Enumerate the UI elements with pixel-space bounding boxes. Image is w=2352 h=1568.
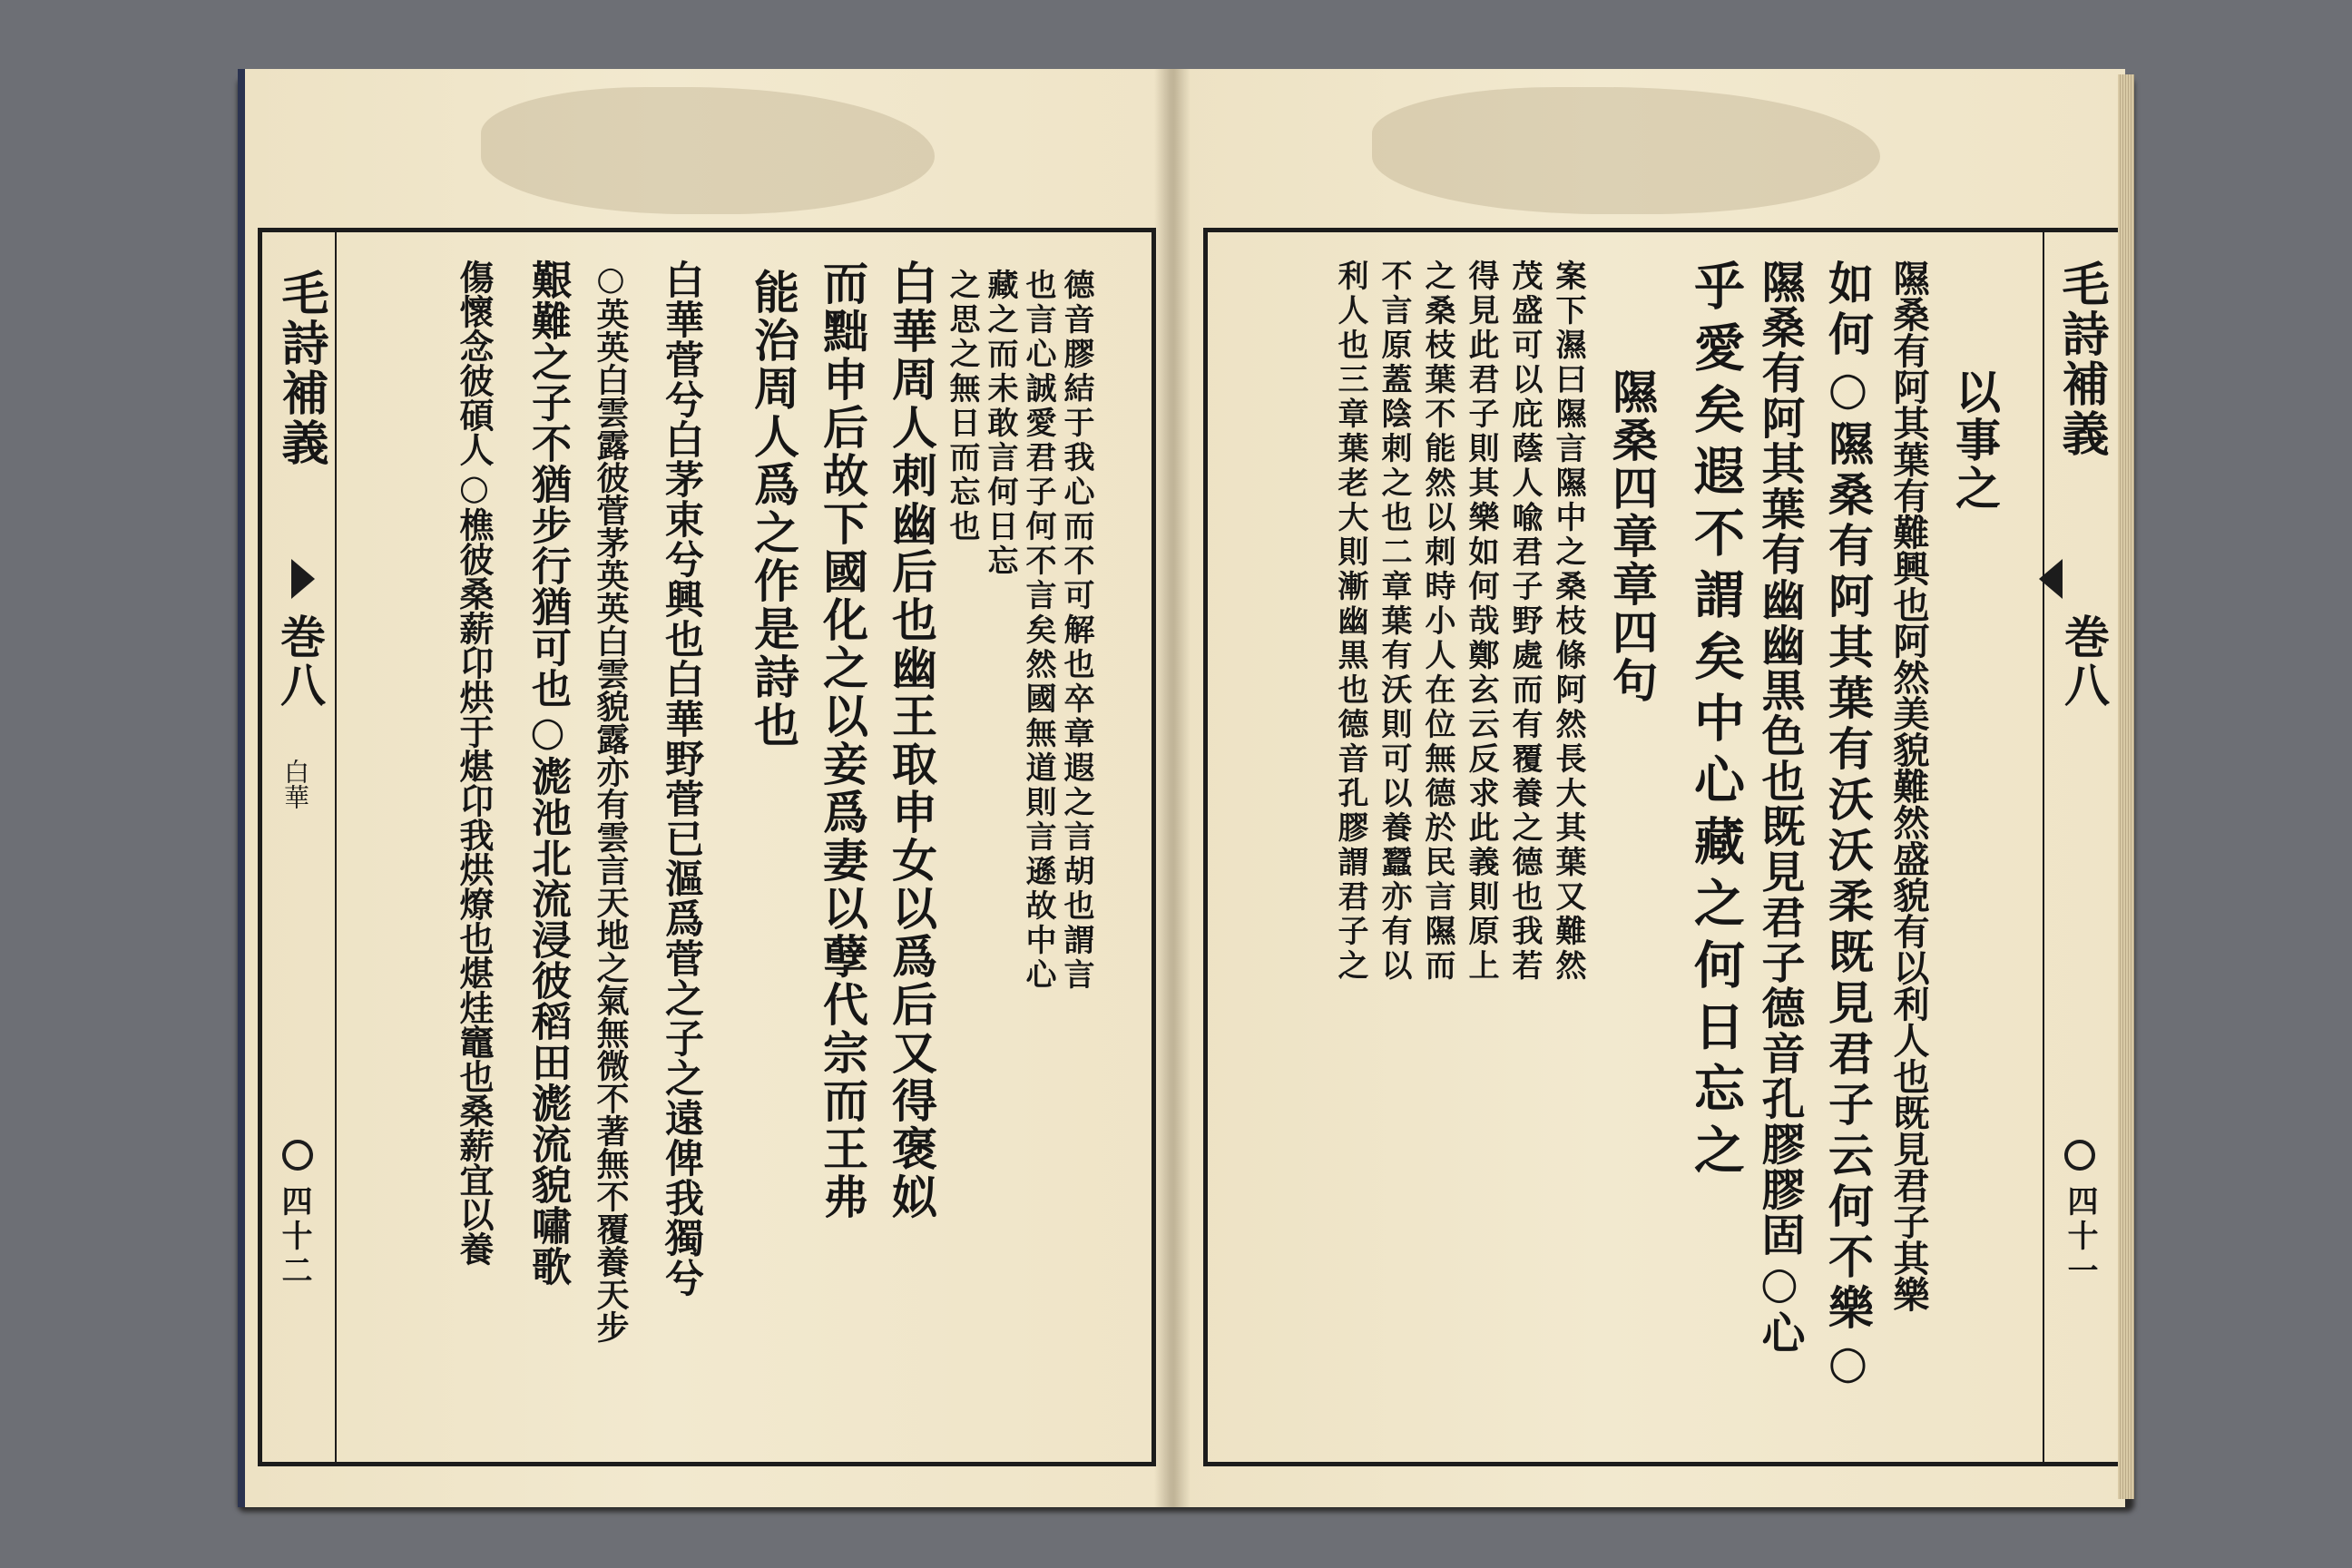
right-col-1: 以事之 [1948,368,2002,513]
left-col-6: 而黜申后故下國化之以妾爲妻以孽代宗而王弗 [816,260,869,1221]
left-page [238,69,1178,1507]
right-header-title: 毛詩補義 [2053,260,2109,459]
right-page [1172,69,2125,1507]
right-col-10: 之桑枝葉不能然以刺時小人在位無德於民言隰而 [1419,260,1455,984]
book-gutter [1154,69,1191,1507]
left-folio-ornament [282,1140,313,1171]
left-header-title: 毛詩補義 [273,269,328,468]
left-header-volume: 巻八 [273,613,327,710]
right-col-6: 隰桑四章章四句 [1605,368,1659,705]
left-col-2: 也言心誠愛君子何不言矣然國無道則言遜故中心 [1020,269,1056,993]
right-header-volume: 巻八 [2057,613,2111,710]
open-book [238,69,2134,1507]
left-col-1: 德音膠結于我心而不可解也卒章遐之言胡也謂言 [1058,269,1094,993]
right-fishtail-mark [2039,559,2063,599]
right-page-frame [1203,228,2127,1466]
page-edges [2118,74,2134,1499]
right-col-4: 隰桑有阿其葉有幽幽黒色也既見君子德音孔膠膠固○心 [1754,260,1805,1356]
left-col-3: 藏之而未敢言何日忘 [982,269,1018,579]
left-col-11: 傷懷念彼碩人○樵彼桑薪卬烘于煁卬我烘燎也煁烓竈也桑薪宜以養 [454,260,495,1266]
right-folio: 四十一 [2062,1185,2098,1289]
left-fishtail-mark [291,559,315,599]
left-col-4: 之思之無日而忘也 [944,269,980,544]
left-col-9: ○英英白雲露彼菅茅英英白雲貌露亦有雲言天地之氣無微不著無不覆養天步 [592,260,630,1343]
right-col-5: 乎愛矣遐不謂矣中心藏之何日忘之 [1686,260,1746,1185]
left-col-7: 能治周人爲之作是詩也 [747,269,800,750]
right-col-2: 隰桑有阿其葉有難興也阿然美貌難然盛貌有以利人也既見君子其樂 [1887,260,1930,1312]
right-col-9: 得見此君子則其樂如何哉鄭玄云反求此義則原上 [1463,260,1499,984]
left-folio: 四十二 [276,1185,312,1289]
right-col-11: 不言原蓋陰刺之也二章葉有沃則可以養蠶亦有以 [1376,260,1412,984]
left-col-10: 艱難之子不猶步行猶可也○滮池北流浸彼稻田滮流貌嘯歌 [524,260,571,1287]
right-col-3: 如何○隰桑有阿其葉有沃沃柔既見君子云何不樂○ [1821,260,1875,1394]
right-folio-ornament [2064,1140,2095,1171]
left-col-8: 白華菅兮白茅束兮興也白華野菅已漚爲菅之子之遠俾我獨兮 [659,260,704,1298]
right-col-7: 案下濕曰隰言隰中之桑枝條阿然長大其葉又難然 [1550,260,1586,984]
right-col-12: 利人也三章葉老大則漸幽黒也德音孔膠謂君子之 [1332,260,1368,984]
left-page-frame [258,228,1156,1466]
left-col-5: 白華周人刺幽后也幽王取申女以爲后又得褒姒 [885,260,938,1221]
right-col-8: 茂盛可以庇蔭人喩君子野處而有覆養之德也我若 [1506,260,1543,984]
left-header-section: 白華 [280,759,310,809]
